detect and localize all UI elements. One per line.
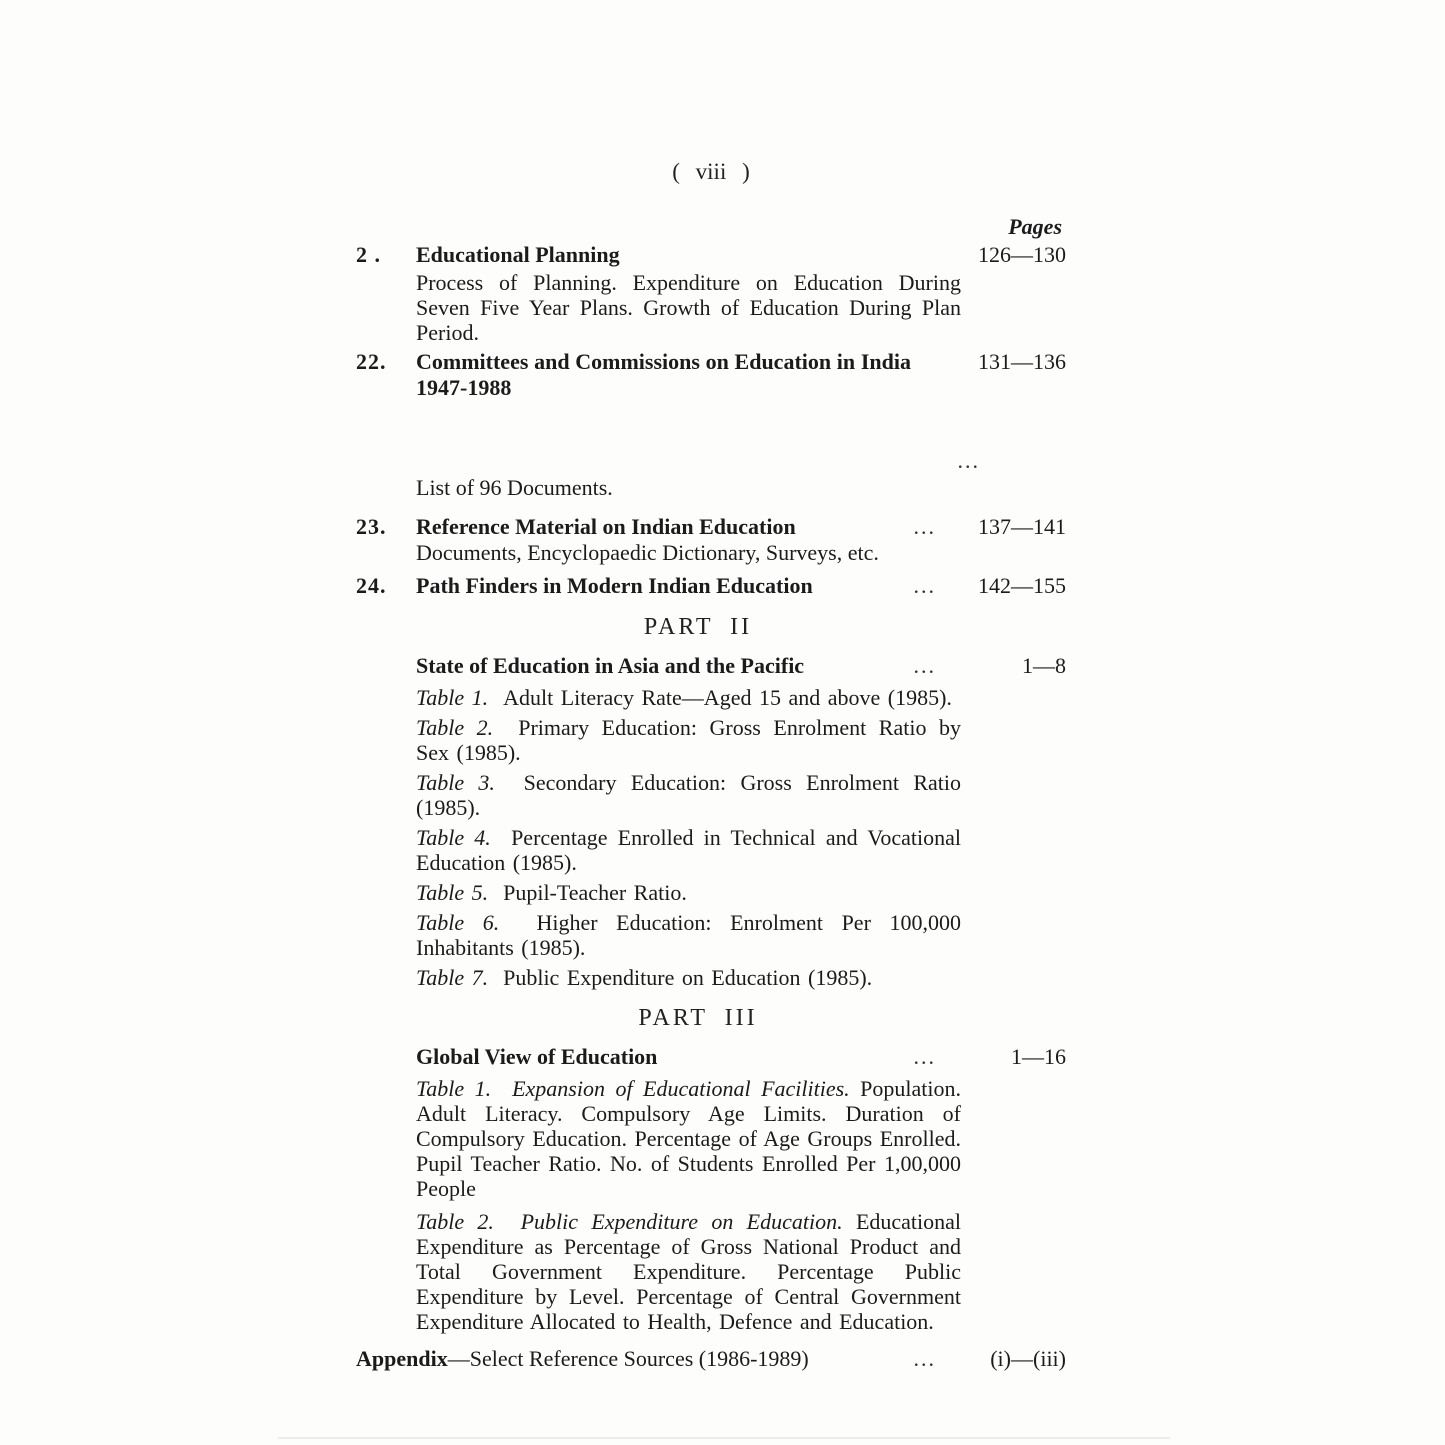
table-item-p2-7 [416, 965, 961, 990]
entry-number: 23. [356, 514, 387, 539]
entry-title: Educational Planning [416, 242, 620, 267]
toc-entry-23 [356, 514, 1066, 565]
table-label: Table 7. [416, 965, 489, 990]
part-ii-heading: PART II [643, 614, 753, 640]
table-label: Table 5. [416, 880, 489, 905]
toc-entry-22 [356, 349, 1066, 473]
leader-dots: ... [913, 1346, 936, 1371]
entry-number: 22. [356, 349, 387, 374]
leader-dots: ... [913, 653, 936, 678]
table-text: Educational Expenditure as Percentage of Gross National Product and Total Government Expenditure. Percentage Public Expenditure by Level. Percentage of Central Government Expenditure Allocated to Health, Defence and Education. [416, 1209, 962, 1334]
entry-pages: 137—141 [978, 514, 1066, 539]
entry-title: Reference Material on Indian Education [416, 514, 796, 539]
table-label: Table 1. [416, 685, 489, 710]
table-item-p2-2 [416, 715, 961, 765]
table-title-italic: Expansion of Educational Facilities. [512, 1076, 850, 1101]
table-text: Secondary Education: Gross Enrolment Ratio (1985). [416, 770, 962, 820]
entry-title: Path Finders in Modern Indian Education [416, 573, 813, 598]
table-text: Percentage Enrolled in Technical and Vocational Education (1985). [416, 825, 962, 875]
entry-pages-column [911, 349, 1066, 473]
appendix-entry [356, 1346, 1066, 1372]
table-text: Pupil-Teacher Ratio. [503, 880, 687, 905]
leader-dots: ... [957, 448, 980, 473]
table-item-p3-1 [416, 1076, 961, 1201]
table-item-p2-5 [416, 880, 961, 905]
appendix-title: —Select Reference Sources (1986-1989) [447, 1346, 809, 1371]
entry-description: List of 96 Documents. [416, 475, 613, 500]
entry-number: 24. [356, 573, 387, 598]
table-label: Table 2. [416, 1209, 494, 1234]
pages-column-label: Pages [1008, 214, 1062, 239]
section-entry-asia-pacific [356, 653, 1066, 679]
leader-dots: ... [913, 514, 936, 539]
entry-description: Process of Planning. Expenditure on Education During Seven Five Year Plans. Growth of Education During Plan Period. [416, 270, 961, 345]
table-item-p2-3 [416, 770, 961, 820]
table-text: Adult Literacy Rate—Aged 15 and above (1985). [503, 685, 952, 710]
entry-number: 2 . [356, 242, 381, 267]
table-item-p2-4 [416, 825, 961, 875]
appendix-pages: (i)—(iii) [990, 1346, 1066, 1371]
appendix-label: Appendix [356, 1346, 448, 1371]
table-title-italic: Public Expenditure on Education. [520, 1209, 843, 1234]
entry-pages: 142—155 [978, 573, 1066, 598]
toc-content [356, 158, 1066, 1372]
table-text: Public Expenditure on Education (1985). [503, 965, 873, 990]
table-label: Table 4. [416, 825, 491, 850]
entry-title: Committees and Commissions on Education in India 1947-1988 [416, 349, 911, 400]
toc-entry-24 [356, 573, 1066, 599]
table-label: Table 2. [416, 715, 494, 740]
entry-pages: 126—130 [978, 242, 1066, 267]
table-label: Table 1. [416, 1076, 492, 1101]
table-item-p2-6 [416, 910, 961, 960]
table-text: Primary Education: Gross Enrolment Ratio by Sex (1985). [416, 715, 961, 765]
section-pages: 1—16 [1011, 1044, 1066, 1069]
toc-entry-2 [356, 242, 1066, 268]
entry-description: Documents, Encyclopaedic Dictionary, Surveys, etc. [416, 540, 879, 565]
table-text: Population. Adult Literacy. Compulsory Age Limits. Duration of Compulsory Education. Percentage of Age Groups Enrolled. Pupil Teacher Ratio. No. of Students Enrolled Per 1,00,000 People [416, 1076, 962, 1201]
table-label: Table 6. [416, 910, 500, 935]
table-label: Table 3. [416, 770, 495, 795]
table-item-p3-2 [416, 1209, 961, 1334]
leader-dots: ... [913, 1044, 936, 1069]
leader-dots: ... [913, 573, 936, 598]
table-item-p2-1 [416, 685, 961, 710]
table-text: Higher Education: Enrolment Per 100,000 Inhabitants (1985). [416, 910, 962, 960]
page-folio: ( viii ) [672, 159, 750, 184]
entry-pages: 131—136 [978, 349, 1066, 374]
section-pages: 1—8 [1022, 653, 1066, 678]
section-title: State of Education in Asia and the Pacific [416, 653, 805, 678]
section-title: Global View of Education [416, 1044, 658, 1069]
page-bottom-scan-line [278, 1437, 1170, 1439]
part-iii-heading: PART III [638, 1005, 758, 1031]
section-entry-global-view [356, 1044, 1066, 1070]
